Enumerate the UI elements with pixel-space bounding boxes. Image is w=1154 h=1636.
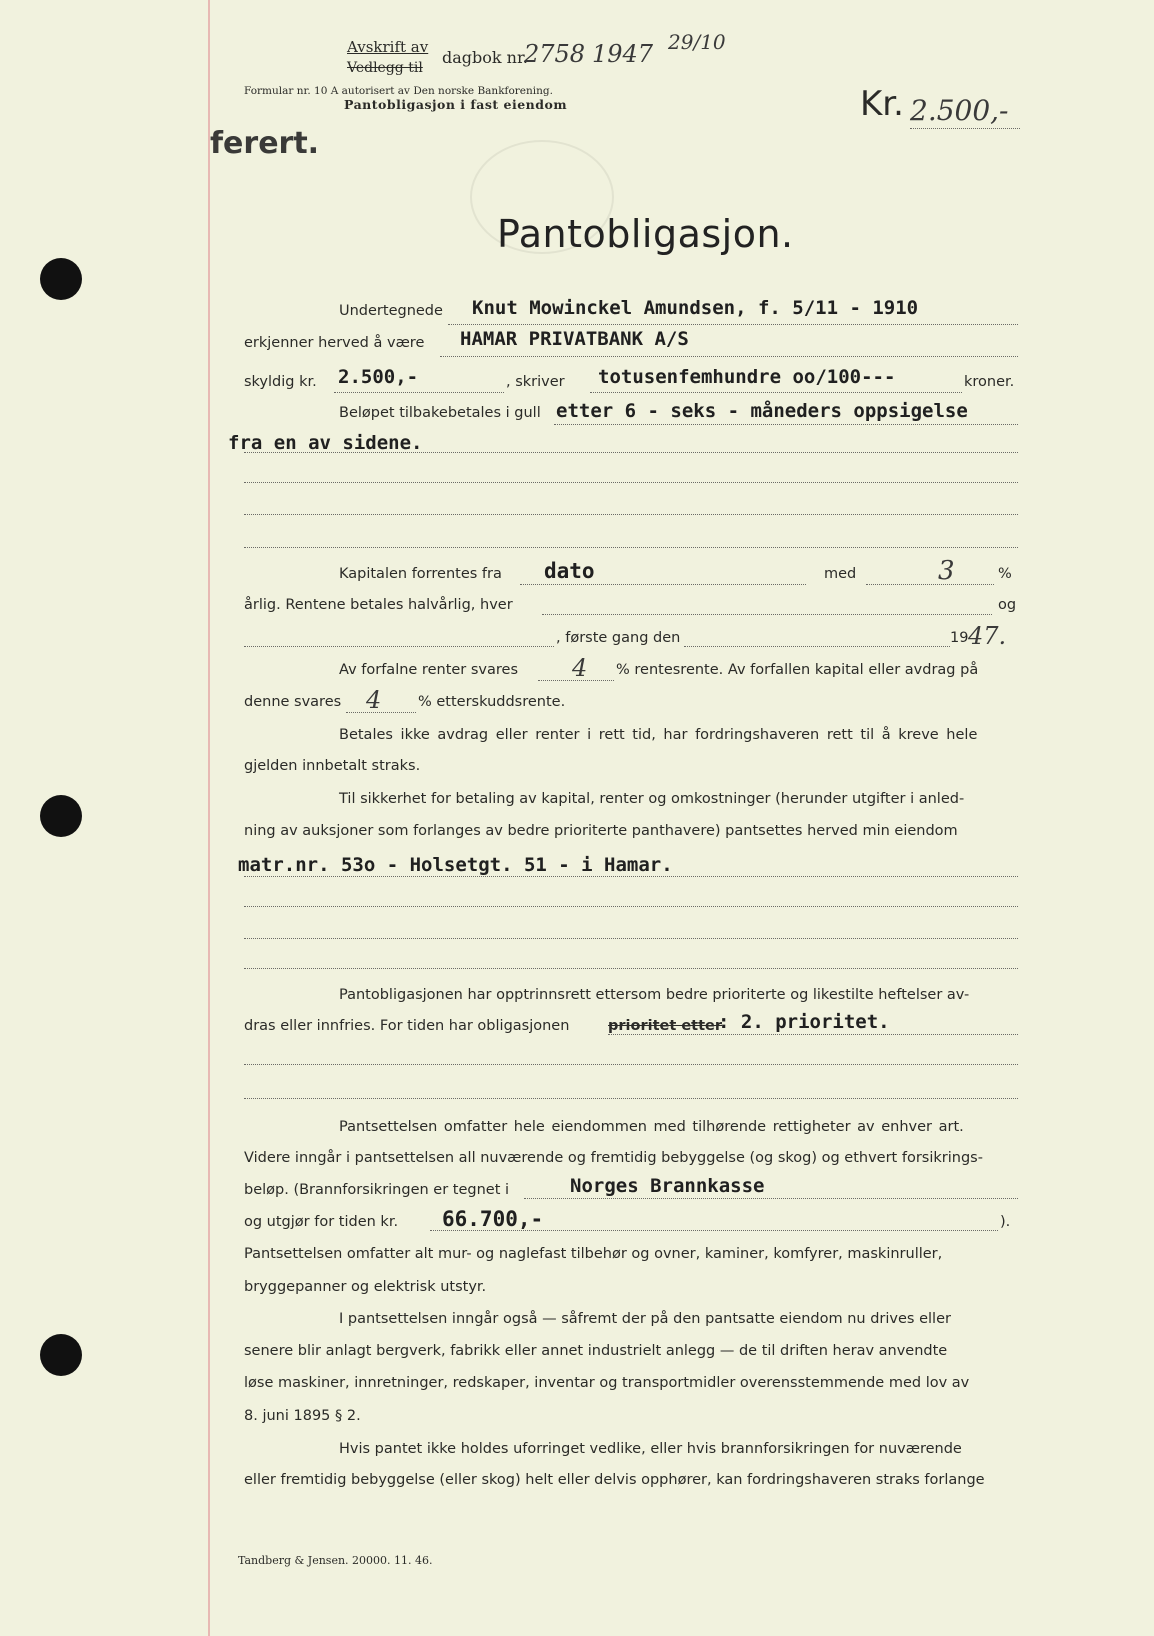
kroner-label: kroner. [964,374,1015,390]
header-amount: 2.500,- [910,94,1009,127]
kapitalen-label: Kapitalen forrentes fra [339,566,502,582]
inngar-line-3: løse maskiner, innretninger, redskaper, inventar og transportmidler overensstemmende med lov av [244,1375,970,1391]
forste-year-value: 47. [968,622,1007,650]
punch-hole [40,795,82,837]
belopet-value-1: etter 6 - seks - måneders oppsigelse [556,400,968,422]
brannkasse-value: Norges Brannkasse [570,1175,765,1197]
rate-value: 3 [938,556,955,586]
punch-hole [40,1334,82,1376]
inngar-line-1: I pantsettelsen inngår også — såfremt der på den pantsatte eiendom nu drives eller [339,1311,951,1327]
dagbok-number: 2758 [524,40,586,68]
utgjor-end: ). [1000,1214,1011,1230]
forste-year-printed: 19 [950,630,969,646]
formular-line: Formular nr. 10 A autorisert av Den norske Bankforening. [244,85,553,97]
omfatter-line-1: Pantsettelsen omfatter hele eiendommen med tilhørende rettigheter av enhver art. [339,1119,964,1135]
dagbok-label: dagbok nr. [442,48,528,67]
undertegnede-value: Knut Mowinckel Amundsen, f. 5/11 - 1910 [472,297,919,319]
pct-symbol: % [998,566,1012,582]
erkjenner-value: HAMAR PRIVATBANK A/S [460,328,689,350]
avskrift-label: Avskrift av [347,38,429,56]
hvis-line-2: eller fremtidig bebyggelse (eller skog) helt eller delvis opphører, kan fordringshaveren straks forlange [244,1472,985,1488]
dagbok-date: 29/10 [668,30,726,54]
rentesrente-value: 4 [572,654,588,682]
printer-footer: Tandberg & Jensen. 20000. 11. 46. [238,1554,433,1567]
kr-label: Kr. [860,84,904,124]
av-forfalne-label: Av forfalne renter svares [339,662,519,678]
undertegnede-label: Undertegnede [339,303,443,319]
opptrinn-line-1: Pantobligasjonen har opptrinnsrett ettersom bedre prioriterte og likestilte heftelser av- [339,987,970,1003]
belopet-value-2: fra en av sidene. [228,432,423,454]
kapitalen-value: dato [544,559,595,583]
belopet-label: Beløpet tilbakebetales i gull [339,405,541,421]
punch-hole [40,258,82,300]
prioritet-value: : 2. prioritet. [718,1011,890,1033]
skriver-label: , skriver [506,374,565,390]
hvis-line-1: Hvis pantet ikke holdes uforringet vedlike, eller hvis brannforsikringen for nuværende [339,1441,962,1457]
page-title: Pantobligasjon. [497,212,794,256]
skriver-value: totusenfemhundre oo/100--- [598,366,896,388]
betales-line-1: Betales ikke avdrag eller renter i rett tid, har fordringshaveren rett til å kreve hele [339,727,978,743]
og-label: og [998,597,1017,613]
av-forfalne-rest: % rentesrente. Av forfallen kapital eller avdrag på [616,662,979,678]
omfatter-line-2: Videre inngår i pantsettelsen all nuværende og fremtidig bebyggelse (og skog) og ethvert forsikrings- [244,1150,983,1166]
utgjor-label: og utgjør for tiden kr. [244,1214,399,1230]
vedlegg-label: Vedlegg til [347,60,423,76]
omfatter-line-3-label: beløp. (Brannforsikringen er tegnet i [244,1182,510,1198]
skyldig-value: 2.500,- [338,366,419,388]
prioritet-struck: prioritet etter [608,1018,723,1034]
med-label: med [824,566,857,582]
opptrinn-line-2-label: dras eller innfries. For tiden har obligasjonen [244,1018,570,1034]
forste-label: , første gang den [556,630,681,646]
inngar-line-2: senere blir anlagt bergverk, fabrikk eller annet industrielt anlegg — de til driften herav anvendte [244,1343,948,1359]
margin-stamp: ferert. [210,126,320,161]
dagbok-year: 1947 [592,40,654,68]
denne-rest: % etterskuddsrente. [418,694,566,710]
etterskudd-value: 4 [366,686,382,714]
erkjenner-label: erkjenner herved å være [244,335,425,351]
tilbehor-line-2: bryggepanner og elektrisk utstyr. [244,1279,487,1295]
sikkerhet-line-1: Til sikkerhet for betaling av kapital, renter og omkostninger (herunder utgifter i anled- [339,791,965,807]
denne-label: denne svares [244,694,342,710]
sikkerhet-line-2: ning av auksjoner som forlanges av bedre prioriterte panthavere) pantsettes herved min eiendom [244,823,958,839]
margin-line [208,0,210,1636]
eiendom-value: matr.nr. 53o - Holsetgt. 51 - i Hamar. [238,854,673,876]
tilbehor-line-1: Pantsettelsen omfatter alt mur- og naglefast tilbehør og ovner, kaminer, komfyrer, maskinruller, [244,1246,943,1262]
betales-line-2: gjelden innbetalt straks. [244,758,421,774]
stamp-line: Pantobligasjon i fast eiendom [344,97,568,112]
arlig-label: årlig. Rentene betales halvårlig, hver [244,597,513,613]
utgjor-value: 66.700,- [442,1207,544,1231]
skyldig-label: skyldig kr. [244,374,317,390]
inngar-line-4: 8. juni 1895 § 2. [244,1408,361,1424]
